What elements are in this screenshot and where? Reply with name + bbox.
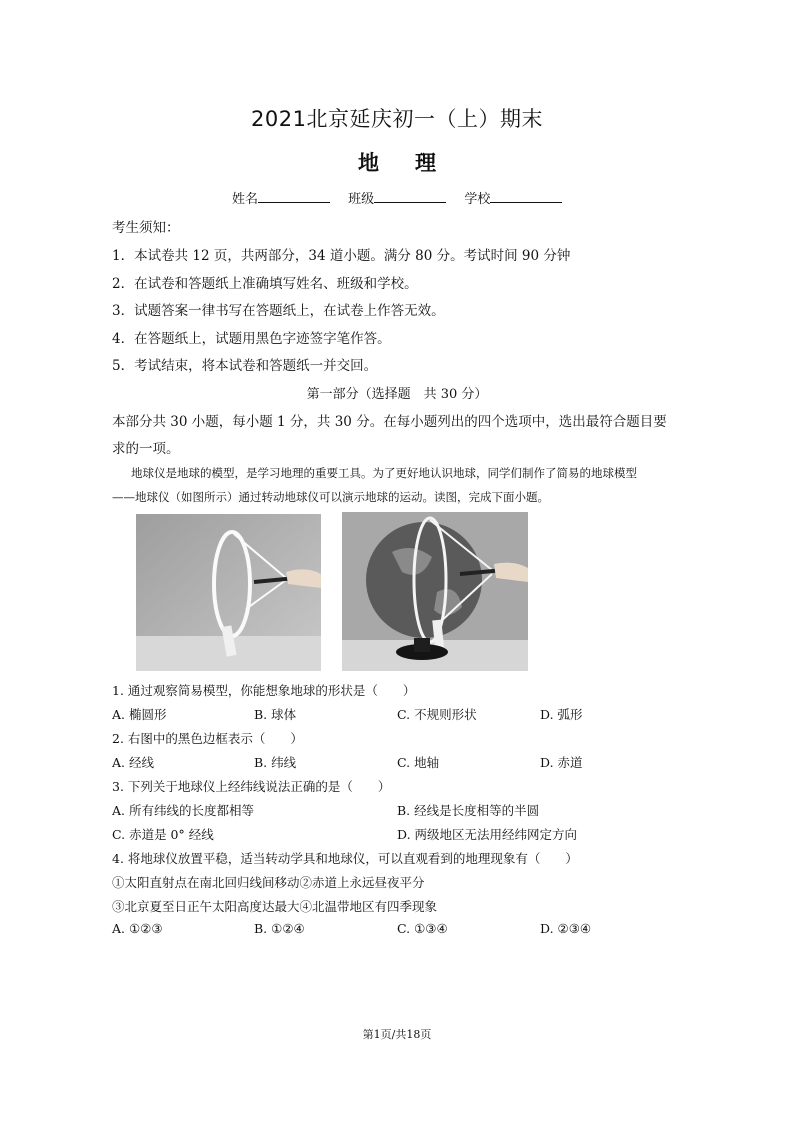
name-label: 姓名	[232, 192, 259, 207]
q2-option-d[interactable]: D. 赤道	[540, 755, 583, 770]
notice-item-1: 1．本试卷共 12 页，共两部分，34 道小题。满分 80 分。考试时间 90 分钟	[112, 248, 571, 264]
exam-title: 2021北京延庆初一（上）期末	[251, 107, 543, 131]
q4-statement-2: ③北京夏至日正午太阳高度达最大④北温带地区有四季现象	[112, 899, 438, 914]
q3-option-b[interactable]: B. 经线是长度相等的半圆	[397, 803, 540, 818]
question-2-stem: 2. 右图中的黑色边框表示（ ）	[112, 731, 303, 746]
part1-desc-line1: 本部分共 30 小题，每小题 1 分，共 30 分。在每小题列出的四个选项中，选出最符合题目要	[112, 414, 667, 430]
name-blank[interactable]	[258, 190, 330, 203]
intro-line1: 地球仪是地球的模型，是学习地理的重要工具。为了更好地认识地球，同学们制作了简易的地球模型	[131, 466, 637, 480]
q2-option-b[interactable]: B. 纬线	[254, 755, 297, 770]
class-label: 班级	[348, 192, 375, 207]
question-4-stem: 4. 将地球仪放置平稳，适当转动学具和地球仪，可以直观看到的地理现象有（ ）	[112, 851, 578, 866]
notice-item-5: 5．考试结束，将本试卷和答题纸一并交回。	[112, 358, 378, 374]
student-info-line	[232, 188, 576, 207]
school-blank[interactable]	[490, 190, 562, 203]
notice-item-2: 2．在试卷和答题纸上准确填写姓名、班级和学校。	[112, 276, 418, 292]
subject-char-1: 地	[358, 151, 379, 175]
q2-option-c[interactable]: C. 地轴	[397, 755, 440, 770]
subject-title	[0, 147, 794, 177]
q3-option-d[interactable]: D. 两级地区无法用经纬网定方向	[397, 827, 578, 842]
subject-char-2: 理	[415, 151, 436, 175]
intro-line2: ——地球仪（如图所示）通过转动地球仪可以演示地球的运动。读图，完成下面小题。	[112, 490, 549, 504]
simple-model-illustration	[136, 514, 321, 671]
notice-item-4: 4．在答题纸上，试题用黑色字迹签字笔作答。	[112, 331, 391, 347]
q3-option-a[interactable]: A. 所有纬线的长度都相等	[112, 803, 254, 818]
q1-option-c[interactable]: C. 不规则形状	[397, 707, 477, 722]
question-3-stem: 3. 下列关于地球仪上经纬线说法正确的是（ ）	[112, 779, 391, 794]
q4-option-b[interactable]: B. ①②④	[254, 921, 305, 936]
question-1-stem: 1. 通过观察简易模型，你能想象地球的形状是（ ）	[112, 683, 416, 698]
q4-option-d[interactable]: D. ②③④	[540, 921, 592, 936]
simple-globe-model-photo	[136, 514, 321, 671]
q4-option-c[interactable]: C. ①③④	[397, 921, 448, 936]
q2-option-a[interactable]: A. 经线	[112, 755, 154, 770]
page-number: 第1页/共18页	[362, 1028, 432, 1041]
notice-item-3: 3．试题答案一律书写在答题纸上，在试卷上作答无效。	[112, 303, 445, 319]
part1-desc-line2: 求的一项。	[112, 441, 180, 457]
globe-illustration	[342, 512, 528, 671]
school-label: 学校	[464, 192, 491, 207]
q1-option-a[interactable]: A. 椭圆形	[112, 707, 167, 722]
q1-option-d[interactable]: D. 弧形	[540, 707, 583, 722]
notice-heading: 考生须知：	[112, 220, 180, 236]
globe-photo	[342, 512, 528, 671]
q1-option-b[interactable]: B. 球体	[254, 707, 297, 722]
class-blank[interactable]	[374, 190, 446, 203]
q4-statement-1: ①太阳直射点在南北回归线间移动②赤道上永远昼夜平分	[112, 875, 425, 890]
q3-option-c[interactable]: C. 赤道是 0° 经线	[112, 827, 214, 842]
q4-option-a[interactable]: A. ①②③	[112, 921, 163, 936]
part1-heading: 第一部分（选择题 共 30 分）	[306, 387, 488, 402]
